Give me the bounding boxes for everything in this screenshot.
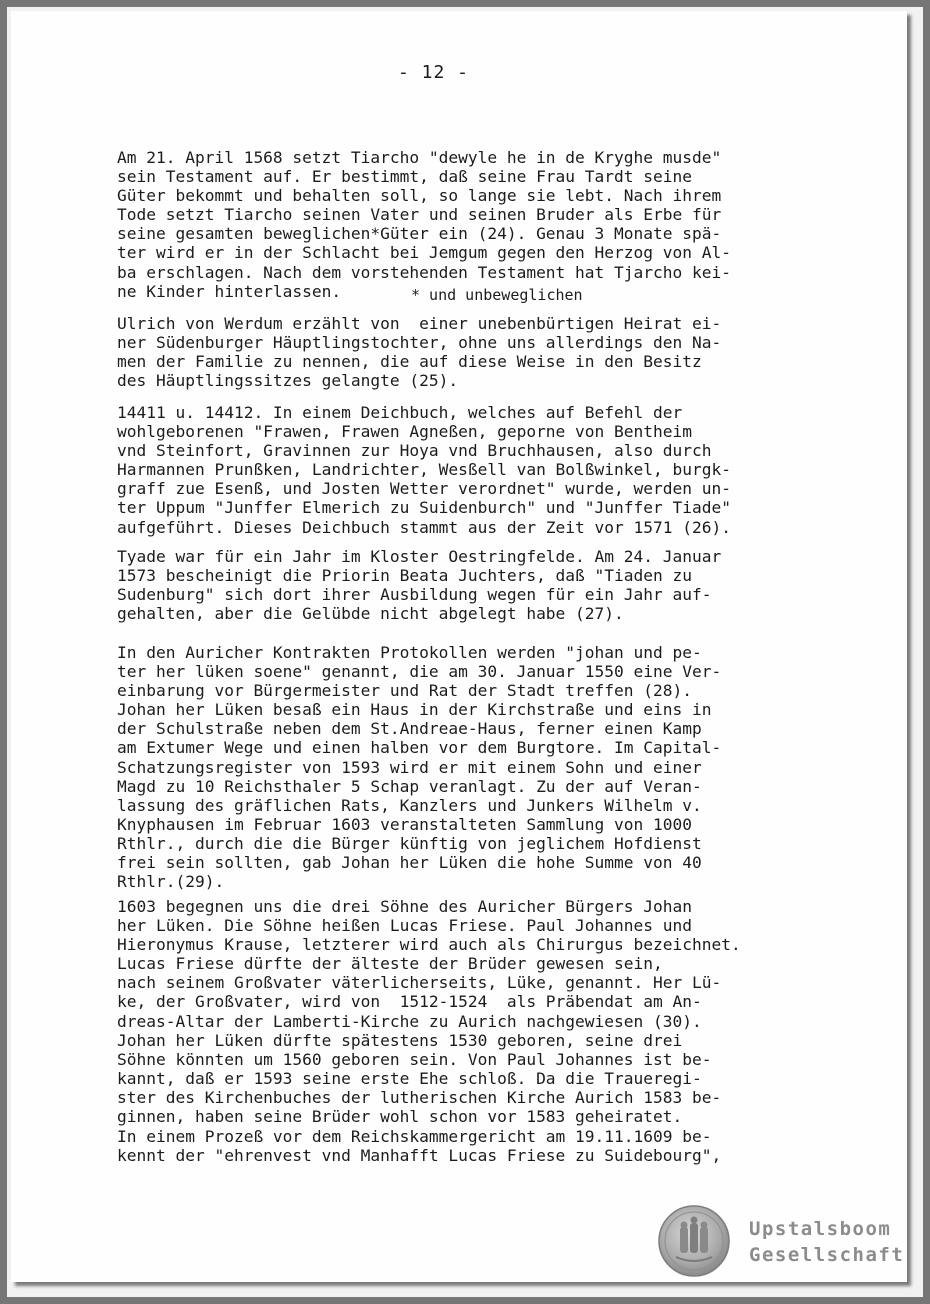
watermark-line1: Upstalsboom <box>749 1218 892 1240</box>
text-line: sein Testament auf. Er bestimmt, daß seine Frau Tardt seine <box>117 167 692 187</box>
text-line: ginnen, haben seine Brüder wohl schon vor 1583 geheiratet. <box>117 1107 683 1127</box>
text-line: Rthlr.(29). <box>117 872 225 892</box>
text-line: Hieronymus Krause, letzterer wird auch als Chirurgus bezeichnet. <box>117 935 741 955</box>
text-line: Magd zu 10 Reichsthaler 5 Schap veranlagt. Zu der auf Veran- <box>117 776 702 796</box>
seal-logo-icon <box>658 1205 730 1277</box>
text-line: Johan her Lüken dürfte spätestens 1530 geboren, seine drei <box>117 1030 683 1050</box>
text-line: kannt, daß er 1593 seine erste Ehe schloß. Da die Traueregi- <box>117 1068 702 1088</box>
text-line: In einem Prozeß vor dem Reichskammergericht am 19.11.1609 be- <box>117 1127 712 1146</box>
text-line: In den Auricher Kontrakten Protokollen werden "johan und pe- <box>117 643 702 662</box>
text-line: ter wird er in der Schlacht bei Jemgum gegen den Herzog von Al- <box>117 243 731 263</box>
text-line: Knyphausen im Februar 1603 veranstalteten Sammlung von 1000 <box>117 814 692 834</box>
text-line: men der Familie zu nennen, die auf diese Weise in den Besitz <box>117 352 702 372</box>
paragraph-deichbuch <box>117 403 837 537</box>
text-line: Harmannen Prunßken, Landrichter, Wesßell van Bolßwinkel, burgk- <box>117 460 731 480</box>
watermark-line2: Gesellschaft <box>749 1244 905 1266</box>
text-line: 1603 begegnen uns die drei Söhne des Auricher Bürgers Johan <box>117 897 692 916</box>
text-line: ter her lüken soene" genannt, die am 30. Januar 1550 eine Ver- <box>117 662 722 682</box>
text-line: einbarung vor Bürgermeister und Rat der Stadt treffen (28). <box>117 681 692 701</box>
text-line: am Extumer Wege und einen halben vor dem Burgtore. Im Capital- <box>117 738 722 758</box>
paragraph-werdum <box>117 314 837 390</box>
text-line: wohlgeborenen "Frawen, Frawen Agneßen, geporne von Bentheim <box>117 422 692 442</box>
text-line: ne Kinder hinterlassen. <box>117 281 342 301</box>
text-line: Sudenburg" sich dort ihrer Ausbildung wegen für ein Jahr auf- <box>117 585 712 605</box>
footnote-unbeweglichen: * und unbeweglichen <box>411 286 583 304</box>
text-line: 1573 bescheinigt die Priorin Beata Juchters, daß "Tiaden zu <box>117 566 692 586</box>
paragraph-tyade <box>117 547 837 623</box>
text-line: des Häuptlingssitzes gelangte (25). <box>117 371 459 391</box>
paragraph-kontrakten <box>117 643 837 891</box>
text-line: frei sein sollten, gab Johan her Lüken die hohe Summe von 40 <box>117 853 702 873</box>
text-line: lassung des gräflichen Rats, Kanzlers und Junkers Wilhelm v. <box>117 795 702 815</box>
text-line: seine gesamten beweglichen*Güter ein (24). Genau 3 Monate spä- <box>117 224 722 244</box>
text-line: graff zue Esenß, und Josten Wetter verordnet" wurde, werden un- <box>117 479 731 499</box>
page-number: - 12 - <box>398 62 470 83</box>
text-line: Söhne könnten um 1560 geboren sein. Von Paul Johannes ist be- <box>117 1049 712 1069</box>
paragraph-testament <box>117 148 837 301</box>
text-line: Schatzungsregister von 1593 wird er mit einem Sohn und einer <box>117 757 702 777</box>
text-line: Lucas Friese dürfte der älteste der Brüder gewesen sein, <box>117 954 663 974</box>
text-line: dreas-Altar der Lamberti-Kirche zu Aurich nachgewiesen (30). <box>117 1011 702 1031</box>
text-line: nach seinem Großvater väterlicherseits, Lüke, genannt. Her Lü- <box>117 973 722 993</box>
text-line: ke, der Großvater, wird von 1512-1524 als Präbendat am An- <box>117 992 702 1012</box>
text-line: ba erschlagen. Nach dem vorstehenden Testament hat Tjarcho kei- <box>117 262 731 282</box>
text-line: Tyade war für ein Jahr im Kloster Oestringfelde. Am 24. Januar <box>117 547 722 566</box>
text-line: aufgeführt. Dieses Deichbuch stammt aus der Zeit vor 1571 (26). <box>117 517 731 537</box>
text-line: Johan her Lüken besaß ein Haus in der Kirchstraße und eins in <box>117 700 712 720</box>
text-line: der Schulstraße neben dem St.Andreae-Haus, ferner einen Kamp <box>117 719 702 739</box>
text-line: ter Uppum "Junffer Elmerich zu Suidenburch" und "Junffer Tiade" <box>117 498 731 518</box>
text-line: Güter bekommt und behalten soll, so lange sie lebt. Nach ihrem <box>117 186 722 206</box>
text-line: her Lüken. Die Söhne heißen Lucas Friese. Paul Johannes und <box>117 916 692 936</box>
paragraph-prozess <box>117 1127 837 1165</box>
text-line: vnd Steinfort, Gravinnen zur Hoya vnd Bruchhausen, also durch <box>117 441 712 461</box>
text-line: Am 21. April 1568 setzt Tiarcho "dewyle he in de Kryghe musde" <box>117 148 722 167</box>
text-line: ster des Kirchenbuches der lutherischen Kirche Aurich 1583 be- <box>117 1087 722 1107</box>
text-line: 14411 u. 14412. In einem Deichbuch, welches auf Befehl der <box>117 403 683 422</box>
text-line: ner Südenburger Häuptlingstochter, ohne uns allerdings den Na- <box>117 333 722 353</box>
paragraph-soehne <box>117 897 837 1126</box>
text-line: kennt der "ehrenvest vnd Manhafft Lucas Friese zu Suidebourg", <box>117 1146 722 1166</box>
text-line: gehalten, aber die Gelübde nicht abgelegt habe (27). <box>117 604 624 624</box>
text-line: Ulrich von Werdum erzählt von einer unebenbürtigen Heirat ei- <box>117 314 722 333</box>
text-line: Tode setzt Tiarcho seinen Vater und seinen Bruder als Erbe für <box>117 205 722 225</box>
text-line: Rthlr., durch die die Bürger künftig von jeglichem Hofdienst <box>117 833 702 853</box>
